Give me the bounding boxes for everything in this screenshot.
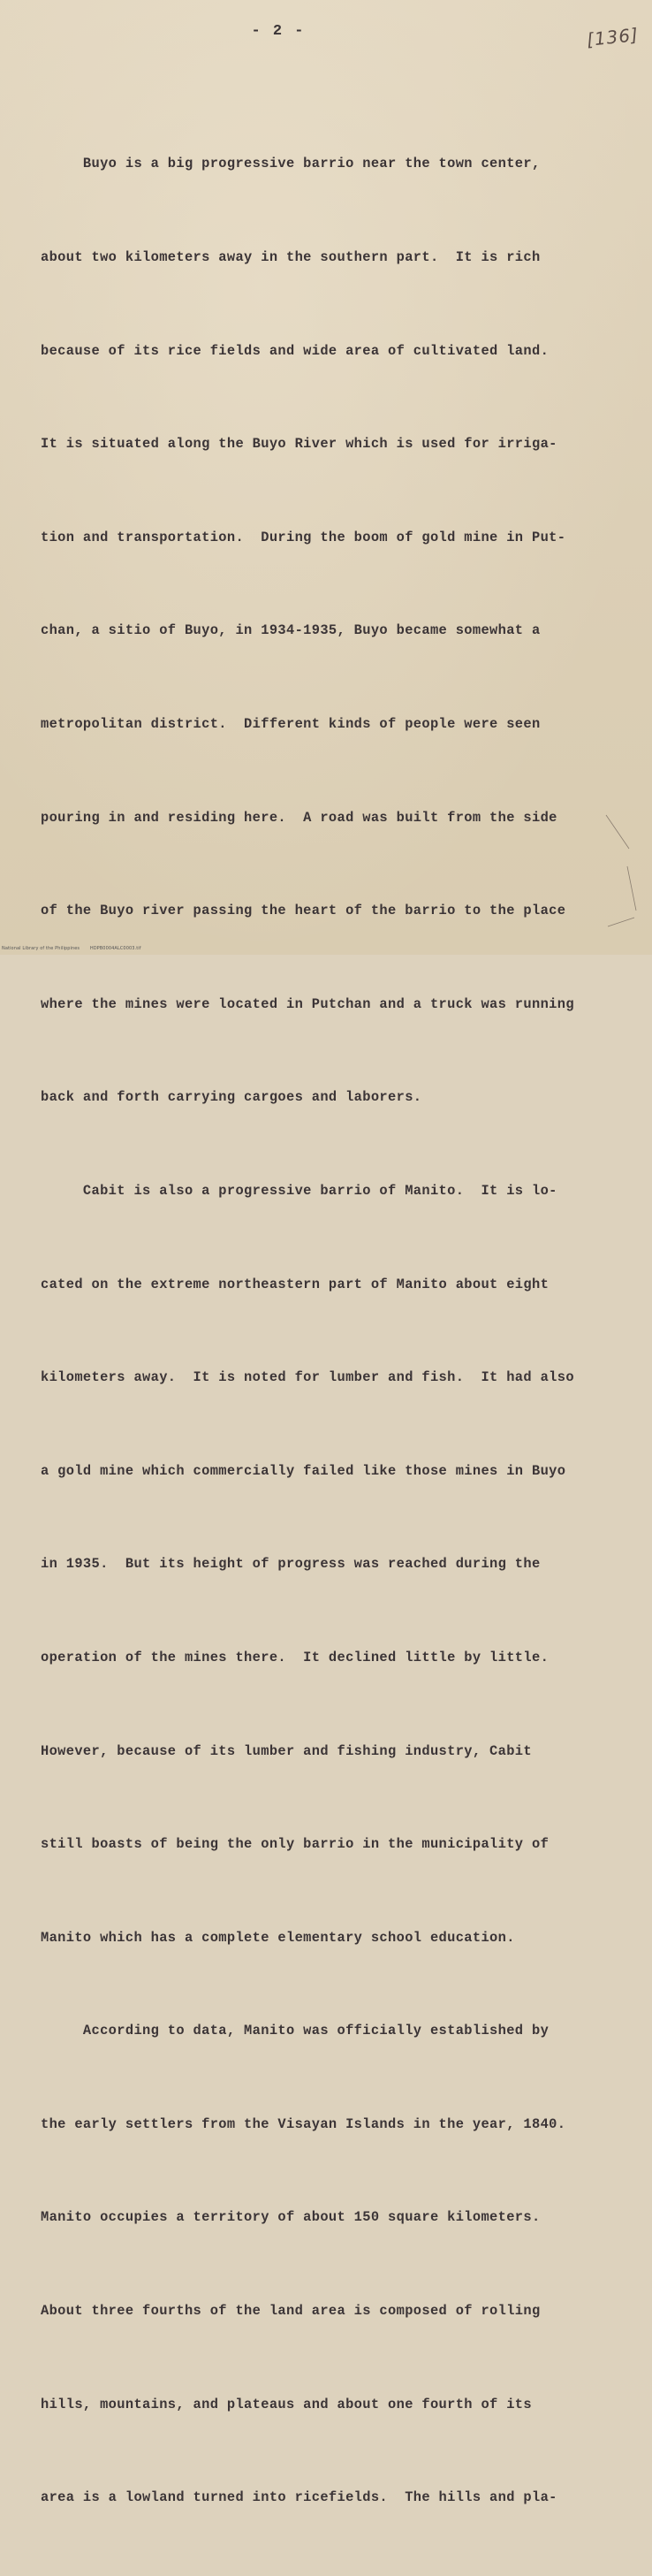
text-line: in 1935. But its height of progress was reached during the [41, 1556, 541, 1573]
text-line: operation of the mines there. It declined little by little. [41, 1649, 550, 1665]
archive-page-mark: [136] [585, 23, 640, 51]
text-line: back and forth carrying cargoes and laborers. [41, 1089, 422, 1106]
footer-source: National Library of the Philippines [2, 946, 80, 951]
text-line: About three fourths of the land area is composed of rolling [41, 2303, 541, 2320]
text-line: because of its rice fields and wide area of cultivated land. [41, 342, 550, 359]
text-line: kilometers away. It is noted for lumber and fish. It had also [41, 1369, 574, 1386]
pencil-mark [603, 813, 638, 928]
text-line: According to data, Manito was officially established by [41, 2023, 550, 2039]
text-line: still boasts of being the only barrio in the municipality of [41, 1836, 550, 1853]
text-line: However, because of its lumber and fishing industry, Cabit [41, 1742, 532, 1759]
text-line: pouring in and residing here. A road was built from the side [41, 809, 557, 826]
text-line: Manito which has a complete elementary school education. [41, 1929, 515, 1946]
footer-file-id: HDPB0004ALC0003.tif [89, 946, 141, 951]
text-line: tion and transportation. During the boom of gold mine in Put- [41, 529, 566, 545]
text-line: where the mines were located in Putchan and a truck was running [41, 995, 574, 1012]
text-line: cated on the extreme northeastern part of Manito about eight [41, 1276, 550, 1292]
page-number: - 2 - [251, 23, 306, 40]
text-line: hills, mountains, and plateaus and about one fourth of its [41, 2396, 532, 2412]
body-text [41, 87, 633, 2576]
text-line: It is situated along the Buyo River which is used for irriga- [41, 436, 557, 453]
text-line: Buyo is a big progressive barrio near the town center, [41, 156, 541, 172]
text-line: Cabit is also a progressive barrio of Manito. It is lo- [41, 1182, 557, 1199]
text-line: chan, a sitio of Buyo, in 1934-1935, Buyo became somewhat a [41, 622, 541, 639]
text-line: of the Buyo river passing the heart of the barrio to the place [41, 903, 566, 919]
text-line: about two kilometers away in the southern part. It is rich [41, 249, 541, 265]
text-line: area is a lowland turned into ricefields. The hills and pla- [41, 2489, 557, 2506]
text-line: the early settlers from the Visayan Islands in the year, 1840. [41, 2115, 566, 2132]
footer [2, 946, 150, 951]
text-line: metropolitan district. Different kinds of people were seen [41, 715, 541, 732]
text-line: a gold mine which commercially failed like those mines in Buyo [41, 1462, 566, 1479]
text-line: Manito occupies a territory of about 150 square kilometers. [41, 2209, 541, 2226]
